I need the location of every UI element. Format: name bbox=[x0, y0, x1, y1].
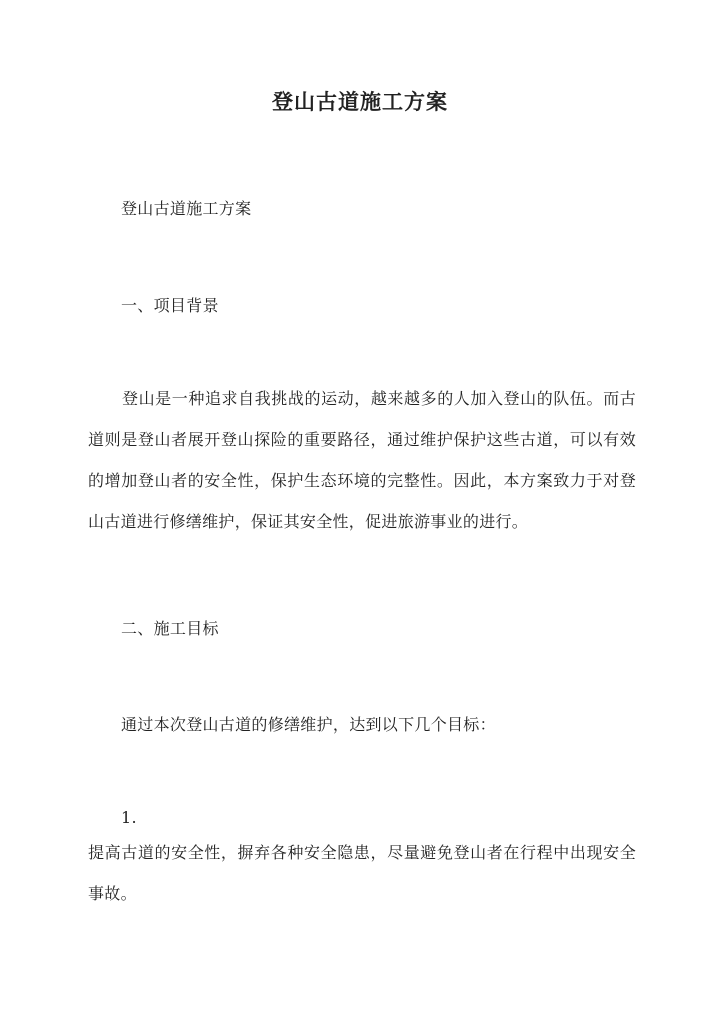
goal-text: 提高古道的安全性，摒弃各种安全隐患，尽量避免登山者在行程中出现安全事故。 bbox=[88, 843, 636, 903]
document-subtitle: 登山古道施工方案 bbox=[121, 199, 252, 218]
section-heading-goals: 二、施工目标 bbox=[121, 619, 219, 638]
section-intro-goals: 通过本次登山古道的修缮维护，达到以下几个目标： bbox=[121, 715, 496, 734]
section-body-background: 登山是一种追求自我挑战的运动，越来越多的人加入登山的队伍。而古道则是登山者展开登山探险的重要路径，通过维护保护这些古道，可以有效的增加登山者的安全性，保护生态环境的完整性。因此，本方案致力于对登山古道进行修缮维护，保证其安全性，促进旅游事业的进行。 bbox=[88, 389, 636, 531]
document-title: 登山古道施工方案 bbox=[272, 89, 448, 114]
section-heading-background: 一、项目背景 bbox=[121, 296, 219, 315]
goal-number: 1. bbox=[121, 808, 137, 827]
